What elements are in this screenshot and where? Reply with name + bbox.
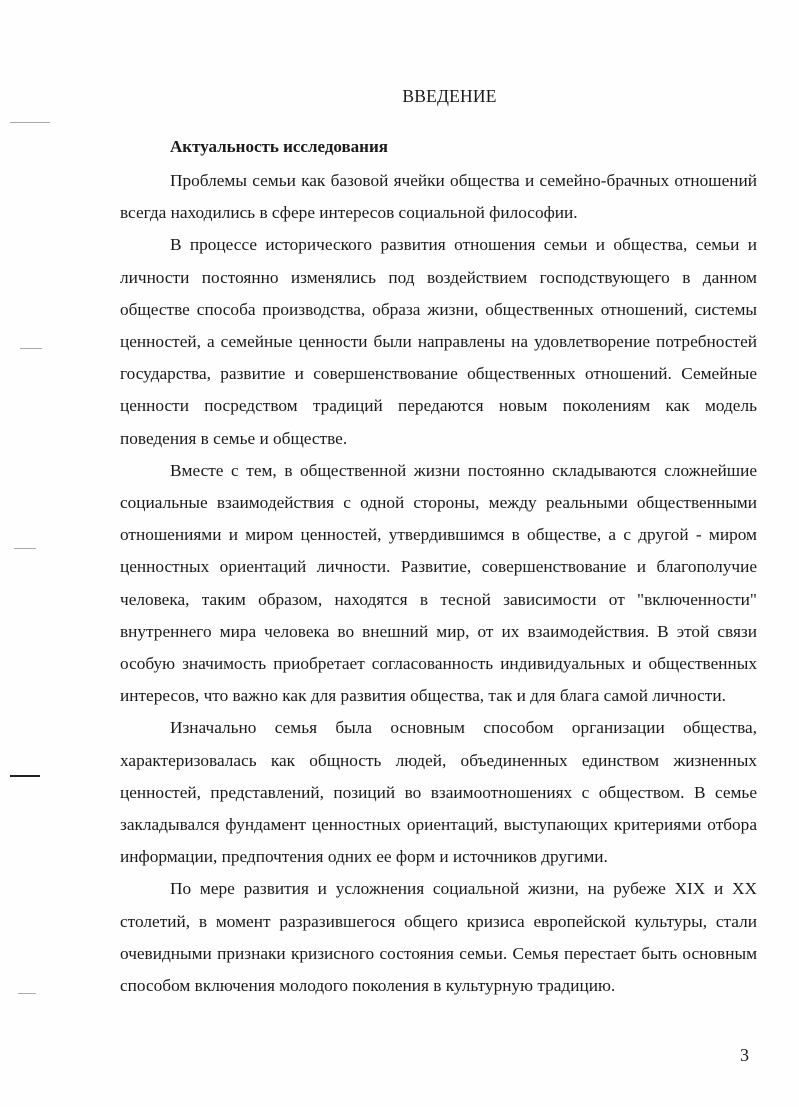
paragraph: Проблемы семьи как базовой ячейки общества и семейно-брачных отношений всегда находились в сфере интересов социальной философии. <box>120 171 757 223</box>
paragraph: В процессе исторического развития отношения семьи и общества, семьи и личности постоянно изменялись под воздействием господствующего в данном обществе способа производства, образа жизни, общественных отношений, системы ценностей, а семейные ценности были направлены на удовлетворение потребностей государства, развитие и совершенствование общественных отношений. Семейные ценности посредством традиций передаются новым поколениям как модель поведения в семье и обществе. <box>120 235 757 448</box>
scan-mark <box>20 348 42 349</box>
section-heading: Актуальность исследования <box>170 137 388 156</box>
scan-mark <box>10 775 40 777</box>
scan-mark <box>10 122 50 123</box>
paragraph: По мере развития и усложнения социальной жизни, на рубеже XIX и XX столетий, в момент разразившегося общего кризиса европейской культуры, стали очевидными признаки кризисного состояния семьи. Семья перестает быть основным способом включения молодого поколения в культурную традицию. <box>120 879 757 996</box>
paragraph: Вместе с тем, в общественной жизни постоянно складываются сложнейшие социальные взаимодействия с одной стороны, между реальными общественными отношениями и миром ценностей, утвердившимся в обществе, а с другой - миром ценностных ориентаций личности. Развитие, совершенствование и благополучие человека, таким образом, находятся в тесной зависимости от "включенности" внутреннего мира человека во внешний мир, от их взаимодействия. В этой связи особую значимость приобретает согласованность индивидуальных и общественных интересов, что важно как для развития общества, так и для блага самой личности. <box>120 460 757 706</box>
scan-mark <box>14 548 36 549</box>
page-number: 3 <box>740 1045 749 1065</box>
scan-mark <box>18 993 36 994</box>
paragraph: Изначально семья была основным способом организации общества, характеризовалась как общность людей, объединенных единством жизненных ценностей, представлений, позиций во взаимоотношениях с обществом. В семье закладывался фундамент ценностных ориентаций, выступающих критериями отбора информации, предпочтения одних ее форм и источников другими. <box>120 718 757 867</box>
body-text <box>120 165 757 1002</box>
page-title: ВВЕДЕНИЕ <box>402 86 497 106</box>
